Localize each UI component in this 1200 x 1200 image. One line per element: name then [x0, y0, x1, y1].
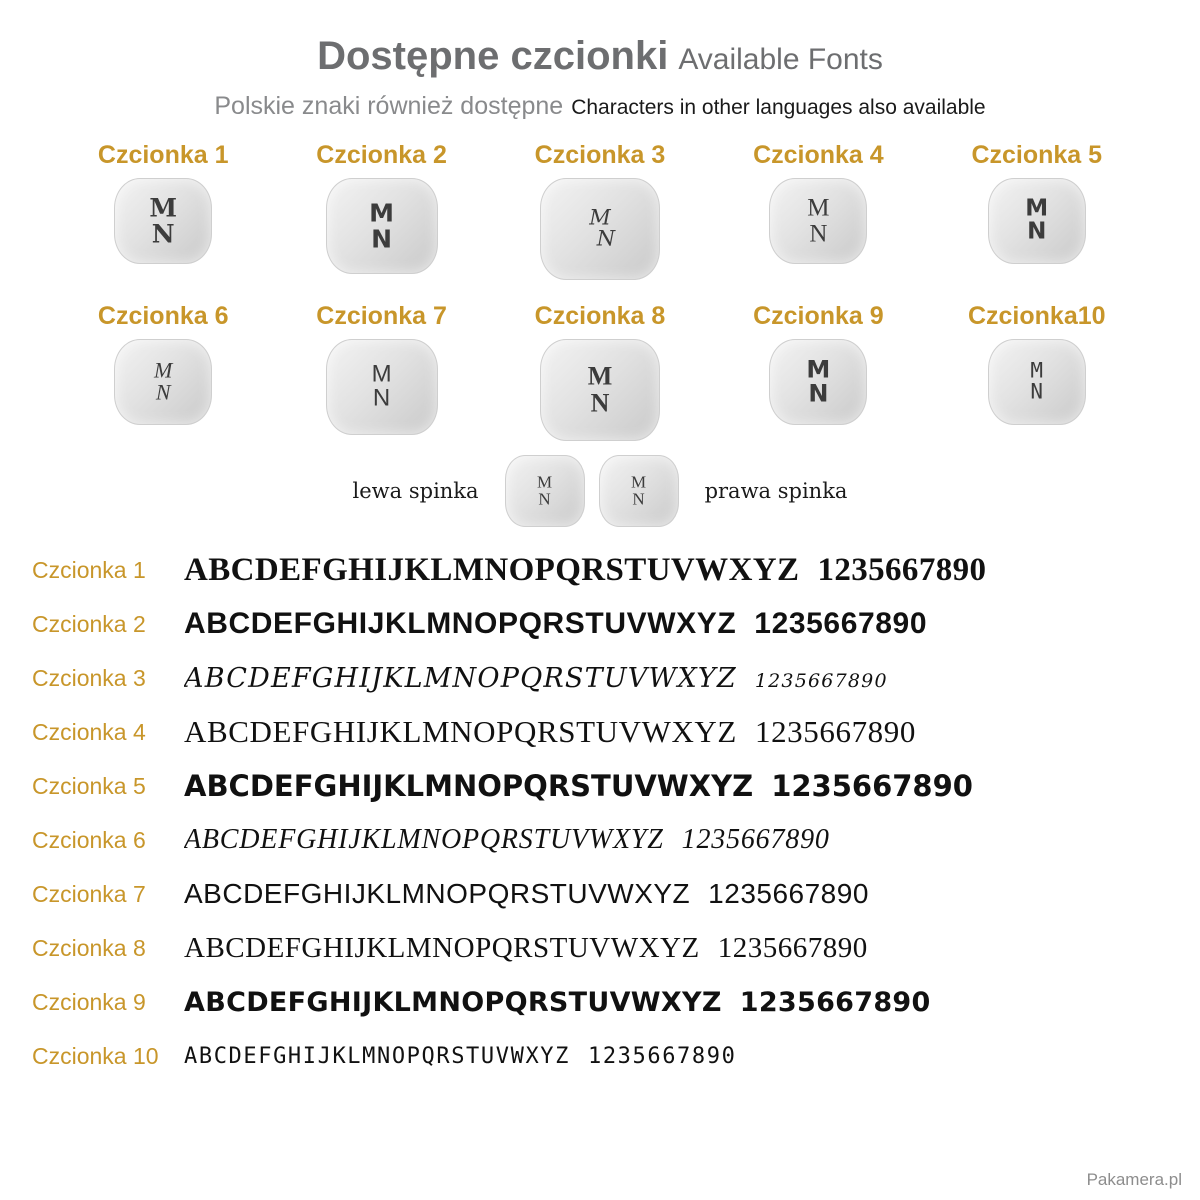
page-subtitle [0, 92, 1200, 121]
engraving-preview-tile [540, 339, 660, 441]
specimen-name: Czcionka 1 [32, 556, 146, 583]
monogram-letter-bottom: N [538, 490, 551, 509]
engraving-preview-tile [326, 339, 438, 435]
specimen-letters: ABCDEFGHIJKLMNOPQRSTUVWXYZ [184, 662, 737, 694]
specimen-letters: ABCDEFGHIJKLMNOPQRSTUVWXYZ [184, 931, 700, 964]
page-title-pl: Dostępne czcionki [317, 34, 669, 78]
tile-wrap [709, 339, 927, 425]
monogram-preview [989, 195, 1085, 245]
specimen-name: Czcionka 8 [32, 934, 146, 961]
specimen-row[interactable] [32, 867, 1200, 921]
monogram-preview [115, 193, 211, 248]
specimen-row[interactable] [32, 705, 1200, 759]
tile-wrap [491, 339, 709, 441]
font-swatch-4[interactable] [709, 141, 927, 280]
specimen-sample [184, 714, 1200, 750]
specimen-sample [184, 1044, 1200, 1069]
font-swatch-label: Czcionka 8 [534, 302, 666, 330]
specimen-name: Czcionka 9 [32, 988, 146, 1015]
monogram-letter-top: M [537, 472, 553, 492]
specimen-row[interactable] [32, 813, 1200, 867]
tile-wrap [272, 178, 490, 274]
specimen-letters: ABCDEFGHIJKLMNOPQRSTUVWXYZ [184, 824, 664, 855]
specimen-numbers: 1235667890 [717, 931, 868, 964]
monogram-letter-top: M [154, 357, 173, 383]
monogram-letter-top: M [369, 198, 395, 228]
font-swatch-label: Czcionka 2 [316, 141, 447, 169]
monogram-preview [541, 363, 659, 416]
monogram-letter-bottom: N [590, 388, 610, 417]
specimen-sample [184, 552, 1200, 589]
specimen-letters: ABCDEFGHIJKLMNOPQRSTUVWXYZ [184, 878, 691, 909]
monogram-preview [770, 196, 866, 247]
tile-wrap [54, 339, 272, 425]
monogram-letter-top: M [1025, 195, 1049, 222]
monogram-letter-bottom: N [809, 220, 828, 247]
specimen-name: Czcionka 6 [32, 826, 146, 853]
specimen-letters: ABCDEFGHIJKLMNOPQRSTUVWXYZ [184, 986, 722, 1018]
monogram-letter-bottom: N [372, 385, 391, 412]
specimen-letters: ABCDEFGHIJKLMNOPQRSTUVWXYZ [184, 607, 737, 640]
monogram-letter-top: M [807, 194, 830, 222]
monogram-preview [506, 474, 584, 509]
engraving-preview-tile [769, 178, 867, 264]
monogram-letter-bottom: N [596, 227, 616, 251]
engraving-preview-tile [540, 178, 660, 280]
engraving-preview-tile [326, 178, 438, 274]
specimen-numbers: 1235667890 [708, 878, 869, 909]
specimen-letters: ABCDEFGHIJKLMNOPQRSTUVWXYZ [184, 1043, 570, 1069]
specimen-numbers: 1235667890 [739, 986, 931, 1018]
specimen-row[interactable] [32, 597, 1200, 651]
specimen-row[interactable] [32, 543, 1200, 597]
specimen-numbers: 1235667890 [754, 607, 928, 640]
monogram-preview [541, 205, 659, 251]
specimen-sample [184, 987, 1200, 1018]
specimen-row[interactable] [32, 1029, 1200, 1083]
specimen-row[interactable] [32, 651, 1200, 705]
monogram-preview [600, 474, 678, 509]
monogram-preview [327, 360, 437, 412]
page-subtitle-en: Characters in other languages also available [571, 96, 986, 119]
monogram-letter-top: M [589, 205, 611, 230]
font-swatch-label: Czcionka 5 [971, 141, 1103, 169]
specimen-sample [184, 824, 1200, 856]
specimen-name: Czcionka 5 [32, 772, 146, 799]
tile-wrap [54, 178, 272, 264]
font-swatch-1[interactable] [54, 141, 272, 280]
monogram-letter-bottom: N [1030, 380, 1044, 404]
specimen-numbers: 1235667890 [681, 824, 830, 855]
monogram-preview [989, 358, 1085, 404]
font-swatch-label: Czcionka 9 [753, 302, 884, 330]
specimen-numbers: 1235667890 [817, 551, 987, 588]
specimen-name: Czcionka 10 [32, 1042, 159, 1069]
tile-wrap [272, 339, 490, 435]
font-swatch-label: Czcionka 7 [316, 302, 447, 330]
specimen-letters: ABCDEFGHIJKLMNOPQRSTUVWXYZ [184, 769, 754, 803]
specimen-letters: ABCDEFGHIJKLMNOPQRSTUVWXYZ [184, 714, 737, 749]
specimen-row[interactable] [32, 975, 1200, 1029]
specimen-letters: ABCDEFGHIJKLMNOPQRSTUVWXYZ [184, 551, 800, 588]
font-swatch-label: Czcionka 6 [97, 302, 229, 330]
right-cufflink-tile [599, 455, 679, 527]
monogram-letter-top: M [806, 355, 831, 384]
font-swatch-6[interactable] [54, 302, 272, 441]
monogram-letter-top: M [631, 472, 647, 492]
engraving-preview-tile [769, 339, 867, 425]
monogram-letter-bottom: N [632, 490, 645, 509]
specimen-numbers: 1235667890 [754, 669, 888, 692]
monogram-preview [115, 357, 211, 405]
font-swatch-label: Czcionka10 [967, 302, 1106, 330]
page-title [0, 34, 1200, 79]
font-swatch-label: Czcionka 1 [97, 141, 229, 169]
monogram-letter-top: M [149, 193, 178, 223]
tile-wrap [709, 178, 927, 264]
engraving-preview-tile [988, 339, 1086, 425]
font-swatch-10[interactable] [928, 302, 1146, 441]
specimen-name: Czcionka 2 [32, 610, 146, 637]
monogram-letter-bottom: N [1027, 219, 1047, 245]
engraving-preview-tile [114, 178, 212, 264]
font-swatch-label: Czcionka 3 [534, 141, 666, 169]
specimen-sample [184, 663, 1200, 694]
font-swatch-grid-row-2 [0, 302, 1200, 441]
engraving-preview-tile [988, 178, 1086, 264]
tile-wrap [928, 339, 1146, 425]
page-header [0, 0, 1200, 121]
specimen-sample [184, 769, 1200, 803]
specimen-name: Czcionka 3 [32, 664, 146, 691]
left-cufflink-label: lewa spinka [352, 479, 479, 503]
font-swatch-2[interactable] [272, 141, 490, 280]
specimen-sample [184, 878, 1200, 910]
watermark: Pakamera.pl [1086, 1170, 1182, 1189]
tile-wrap [928, 178, 1146, 264]
font-swatch-3[interactable] [491, 141, 709, 280]
specimen-sample [184, 607, 1200, 641]
font-swatch-label: Czcionka 4 [753, 141, 884, 169]
engraving-preview-tile [114, 339, 212, 425]
left-cufflink-tile [505, 455, 585, 527]
monogram-letter-top: M [371, 360, 392, 388]
font-swatch-8[interactable] [491, 302, 709, 441]
monogram-letter-top: M [1030, 358, 1044, 383]
right-cufflink-label: prawa spinka [704, 479, 848, 503]
font-swatch-7[interactable] [272, 302, 490, 441]
specimen-sample [184, 932, 1200, 965]
specimen-name: Czcionka 7 [32, 880, 146, 907]
specimen-row[interactable] [32, 921, 1200, 975]
specimen-numbers: 1235667890 [771, 769, 973, 803]
font-specimen-list [0, 543, 1200, 1083]
monogram-letter-top: M [587, 361, 613, 391]
tile-wrap [491, 178, 709, 280]
monogram-letter-bottom: N [371, 224, 393, 253]
font-swatch-5[interactable] [928, 141, 1146, 280]
specimen-row[interactable] [32, 759, 1200, 813]
specimen-numbers: 1235667890 [754, 714, 916, 749]
page-subtitle-pl: Polskie znaki również dostępne [214, 92, 564, 120]
monogram-preview [770, 355, 866, 408]
monogram-preview [327, 198, 437, 253]
monogram-letter-bottom: N [808, 380, 829, 408]
monogram-letter-bottom: N [155, 380, 171, 405]
specimen-numbers: 1235667890 [587, 1043, 737, 1069]
monogram-letter-bottom: N [151, 219, 175, 248]
page-title-en: Available Fonts [678, 43, 883, 76]
font-swatch-9[interactable] [709, 302, 927, 441]
cufflink-orientation-row [0, 455, 1200, 527]
font-swatch-grid-row-1 [0, 141, 1200, 280]
specimen-name: Czcionka 4 [32, 718, 146, 745]
